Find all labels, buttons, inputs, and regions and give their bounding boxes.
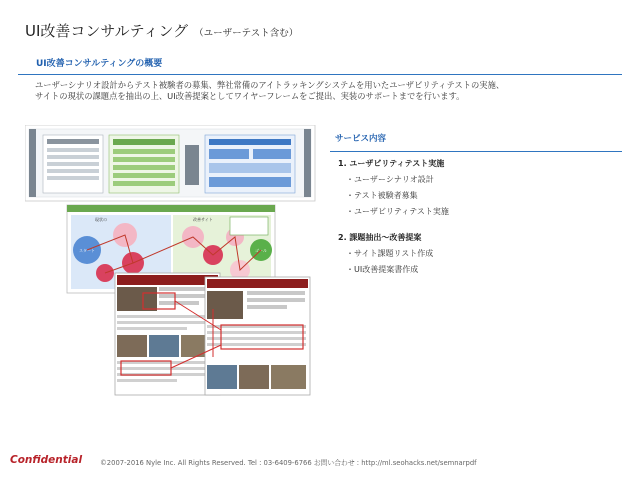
overview-section-header <box>18 56 622 75</box>
improved-site-label: 改善サイト <box>193 217 213 222</box>
goal-bubble-label: ゴール <box>255 248 267 253</box>
services-list <box>338 156 449 278</box>
service-group-1-title: 1. ユーザビリティテスト実施 <box>338 159 445 168</box>
page-title <box>25 20 298 41</box>
website-screenshot-sheet <box>115 273 310 395</box>
current-site-label: 現状の <box>95 217 107 222</box>
service-item: ・ユーザビリティテスト実施 <box>346 207 449 216</box>
services-heading: サービス内容 <box>335 134 387 144</box>
service-item: ・テスト被験者募集 <box>346 191 418 200</box>
overview-description <box>35 80 615 102</box>
service-item: ・UI改善提案書作成 <box>346 265 419 274</box>
services-section-header <box>330 131 622 152</box>
confidential-label: Confidential <box>10 454 83 466</box>
overview-heading: UI改善コンサルティングの概要 <box>36 59 163 69</box>
overview-line-1: ユーザーシナリオ設計からテスト被験者の募集、弊社常備のアイトラッキングシステムを用いたユーザビリティテストの実施、 <box>35 80 505 90</box>
overview-line-2: サイトの現状の課題点を抽出の上、UI改善提案としてワイヤーフレームをご提出、実装のサポートまでを行います。 <box>35 91 465 101</box>
title-subtitle: （ユーザーテスト含む） <box>194 28 299 39</box>
flow-diagram-sheet <box>25 125 315 201</box>
service-item: ・ユーザーシナリオ設計 <box>346 175 434 184</box>
start-bubble-label: スタート <box>79 248 95 253</box>
process-illustration <box>25 125 325 397</box>
service-group-2-title: 2. 課題抽出～改善提案 <box>338 233 422 242</box>
title-main: UI改善コンサルティング <box>25 22 189 40</box>
footer-copyright: ©2007-2016 Nyle Inc. All Rights Reserved. Tel : 03-6409-6766 お問い合わせ : http://ml.seohacks.net/semnarpdf <box>100 459 477 467</box>
service-item: ・サイト課題リスト作成 <box>346 249 434 258</box>
